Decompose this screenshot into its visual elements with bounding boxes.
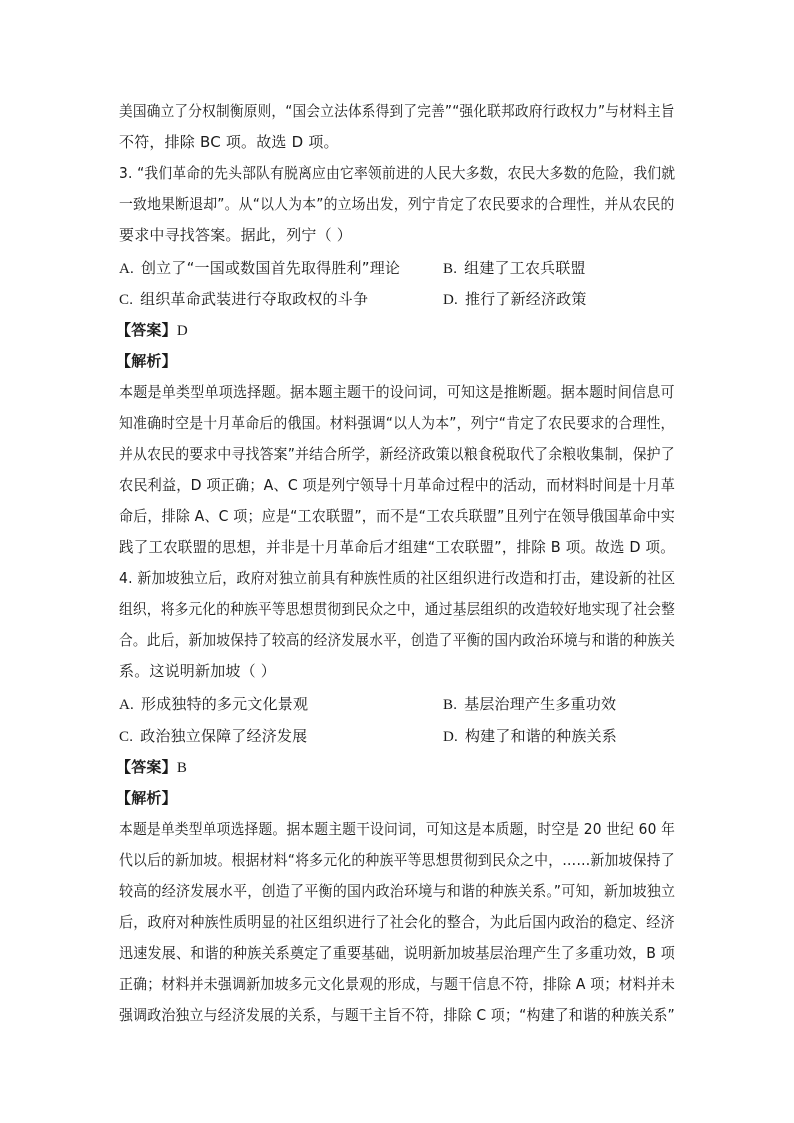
q4-option-d-letter: D. <box>443 729 458 745</box>
q3-option-b-text: 组建了工农兵联盟 <box>464 259 586 277</box>
q3-option-c-text: 组织革命武装进行夺取政权的斗争 <box>140 290 369 308</box>
q4-option-c <box>119 726 307 746</box>
q3-option-b-letter: B. <box>443 261 458 277</box>
q3-option-d-text: 推行了新经济政策 <box>464 290 587 308</box>
q4-option-b-text: 基层治理产生多重功效 <box>464 695 617 713</box>
q4-analysis-line-5: 迅速发展、和谐的种族关系奠定了重要基础，说明新加坡基层治理产生了多重功效，B 项 <box>119 944 676 962</box>
q3-analysis-label: 【解析】 <box>116 352 177 370</box>
q4-option-a-letter: A. <box>119 697 134 713</box>
q4-stem-line-4: 系。这说明新加坡（ ） <box>119 662 276 680</box>
q4-analysis-line-2: 代以后的新加坡。根据材料“将多元化的种族平等思想贯彻到民众之中，……新加坡保持了 <box>119 851 675 869</box>
q3-answer <box>116 320 188 340</box>
q4-answer-label: 【答案】 <box>116 758 177 776</box>
q3-option-a-letter: A. <box>119 261 134 277</box>
q4-analysis-line-4: 后，政府对种族性质明显的社区组织进行了社会化的整合，为此后国内政治的稳定、经济 <box>119 913 675 931</box>
q3-option-a <box>119 258 400 278</box>
q3-answer-label: 【答案】 <box>116 321 177 339</box>
q3-option-c-letter: C. <box>119 292 134 308</box>
q4-answer-value: B <box>176 760 188 776</box>
q3-option-d <box>443 289 587 309</box>
q3-analysis-line-4: 农民利益，D 项正确；A、C 项是列宁领导十月革命过程中的活动，而材料时间是十月革 <box>119 476 676 494</box>
q4-stem-line-1: 4. 新加坡独立后，政府对独立前具有种族性质的社区组织进行改造和打击，建设新的社区 <box>119 569 676 587</box>
q3-answer-value: D <box>176 323 188 339</box>
q4-option-d <box>443 726 617 746</box>
q4-option-c-text: 政治独立保障了经济发展 <box>140 727 308 745</box>
q4-answer <box>116 757 187 777</box>
q4-analysis-line-1: 本题是单类型单项选择题。据本题主题干设问词，可知这是本质题，时空是 20 世纪 60 年 <box>119 820 676 838</box>
q4-option-a-text: 形成独特的多元文化景观 <box>140 695 309 713</box>
q4-analysis-label: 【解析】 <box>116 789 177 807</box>
q4-analysis-line-6: 正确；材料并未强调新加坡多元文化景观的形成，与题干信息不符，排除 A 项；材料并未 <box>119 975 676 993</box>
q3-stem-line-2: 一致地果断退却”。从“以人为本”的立场出发，列宁肯定了农民要求的合理性，并从农民的 <box>119 195 675 213</box>
q4-analysis-line-3: 较高的经济发展水平，创造了平衡的国内政治环境与和谐的种族关系。”可知，新加坡独立 <box>119 882 676 900</box>
q3-option-a-text: 创立了“一国或数国首先取得胜利”理论 <box>140 259 401 277</box>
q3-option-b <box>443 258 586 278</box>
q4-option-b <box>443 694 616 714</box>
q4-stem-line-3: 合。此后，新加坡保持了较高的经济发展水平，创造了平衡的国内政治环境与和谐的种族关 <box>119 631 676 649</box>
q3-stem-line-3: 要求中寻找答案。据此，列宁（ ） <box>119 226 352 244</box>
q3-analysis-line-6: 践了工农联盟的思想，并非是十月革命后才组建“工农联盟”，排除 B 项。故选 D 项。 <box>119 538 675 556</box>
q4-option-a <box>119 694 308 714</box>
q4-option-b-letter: B. <box>443 697 458 713</box>
q3-analysis-line-5: 命后，排除 A、C 项；应是“工农联盟”，而不是“工农兵联盟”且列宁在领导俄国革命中实 <box>119 507 675 525</box>
prev-analysis-line-1: 美国确立了分权制衡原则，“国会立法体系得到了完善”“强化联邦政府行政权力”与材料主旨 <box>119 102 675 120</box>
q3-stem-line-1: 3. “我们革命的先头部队有脱离应由它率领前进的人民大多数，农民大多数的危险，我们就 <box>119 164 676 182</box>
q4-option-d-text: 构建了和谐的种族关系 <box>464 727 617 745</box>
q3-option-d-letter: D. <box>443 292 458 308</box>
q3-option-c <box>119 289 368 309</box>
q3-analysis-line-3: 并从农民的要求中寻找答案”并结合所学，新经济政策以粮食税取代了余粮收集制，保护了 <box>119 445 675 463</box>
q4-analysis-line-7: 强调政治独立与经济发展的关系，与题干主旨不符，排除 C 项；“构建了和谐的种族关系” <box>119 1006 675 1024</box>
prev-analysis-line-2: 不符，排除 BC 项。故选 D 项。 <box>119 133 339 151</box>
q4-option-c-letter: C. <box>119 729 134 745</box>
q3-analysis-line-2: 知准确时空是十月革命后的俄国。材料强调“以人为本”，列宁“肯定了农民要求的合理性， <box>119 414 675 432</box>
q3-analysis-line-1: 本题是单类型单项选择题。据本题主题干的设问词，可知这是推断题。据本题时间信息可 <box>119 383 675 401</box>
q4-stem-line-2: 组织，将多元化的种族平等思想贯彻到民众之中，通过基层组织的改造较好地实现了社会整 <box>119 600 676 618</box>
